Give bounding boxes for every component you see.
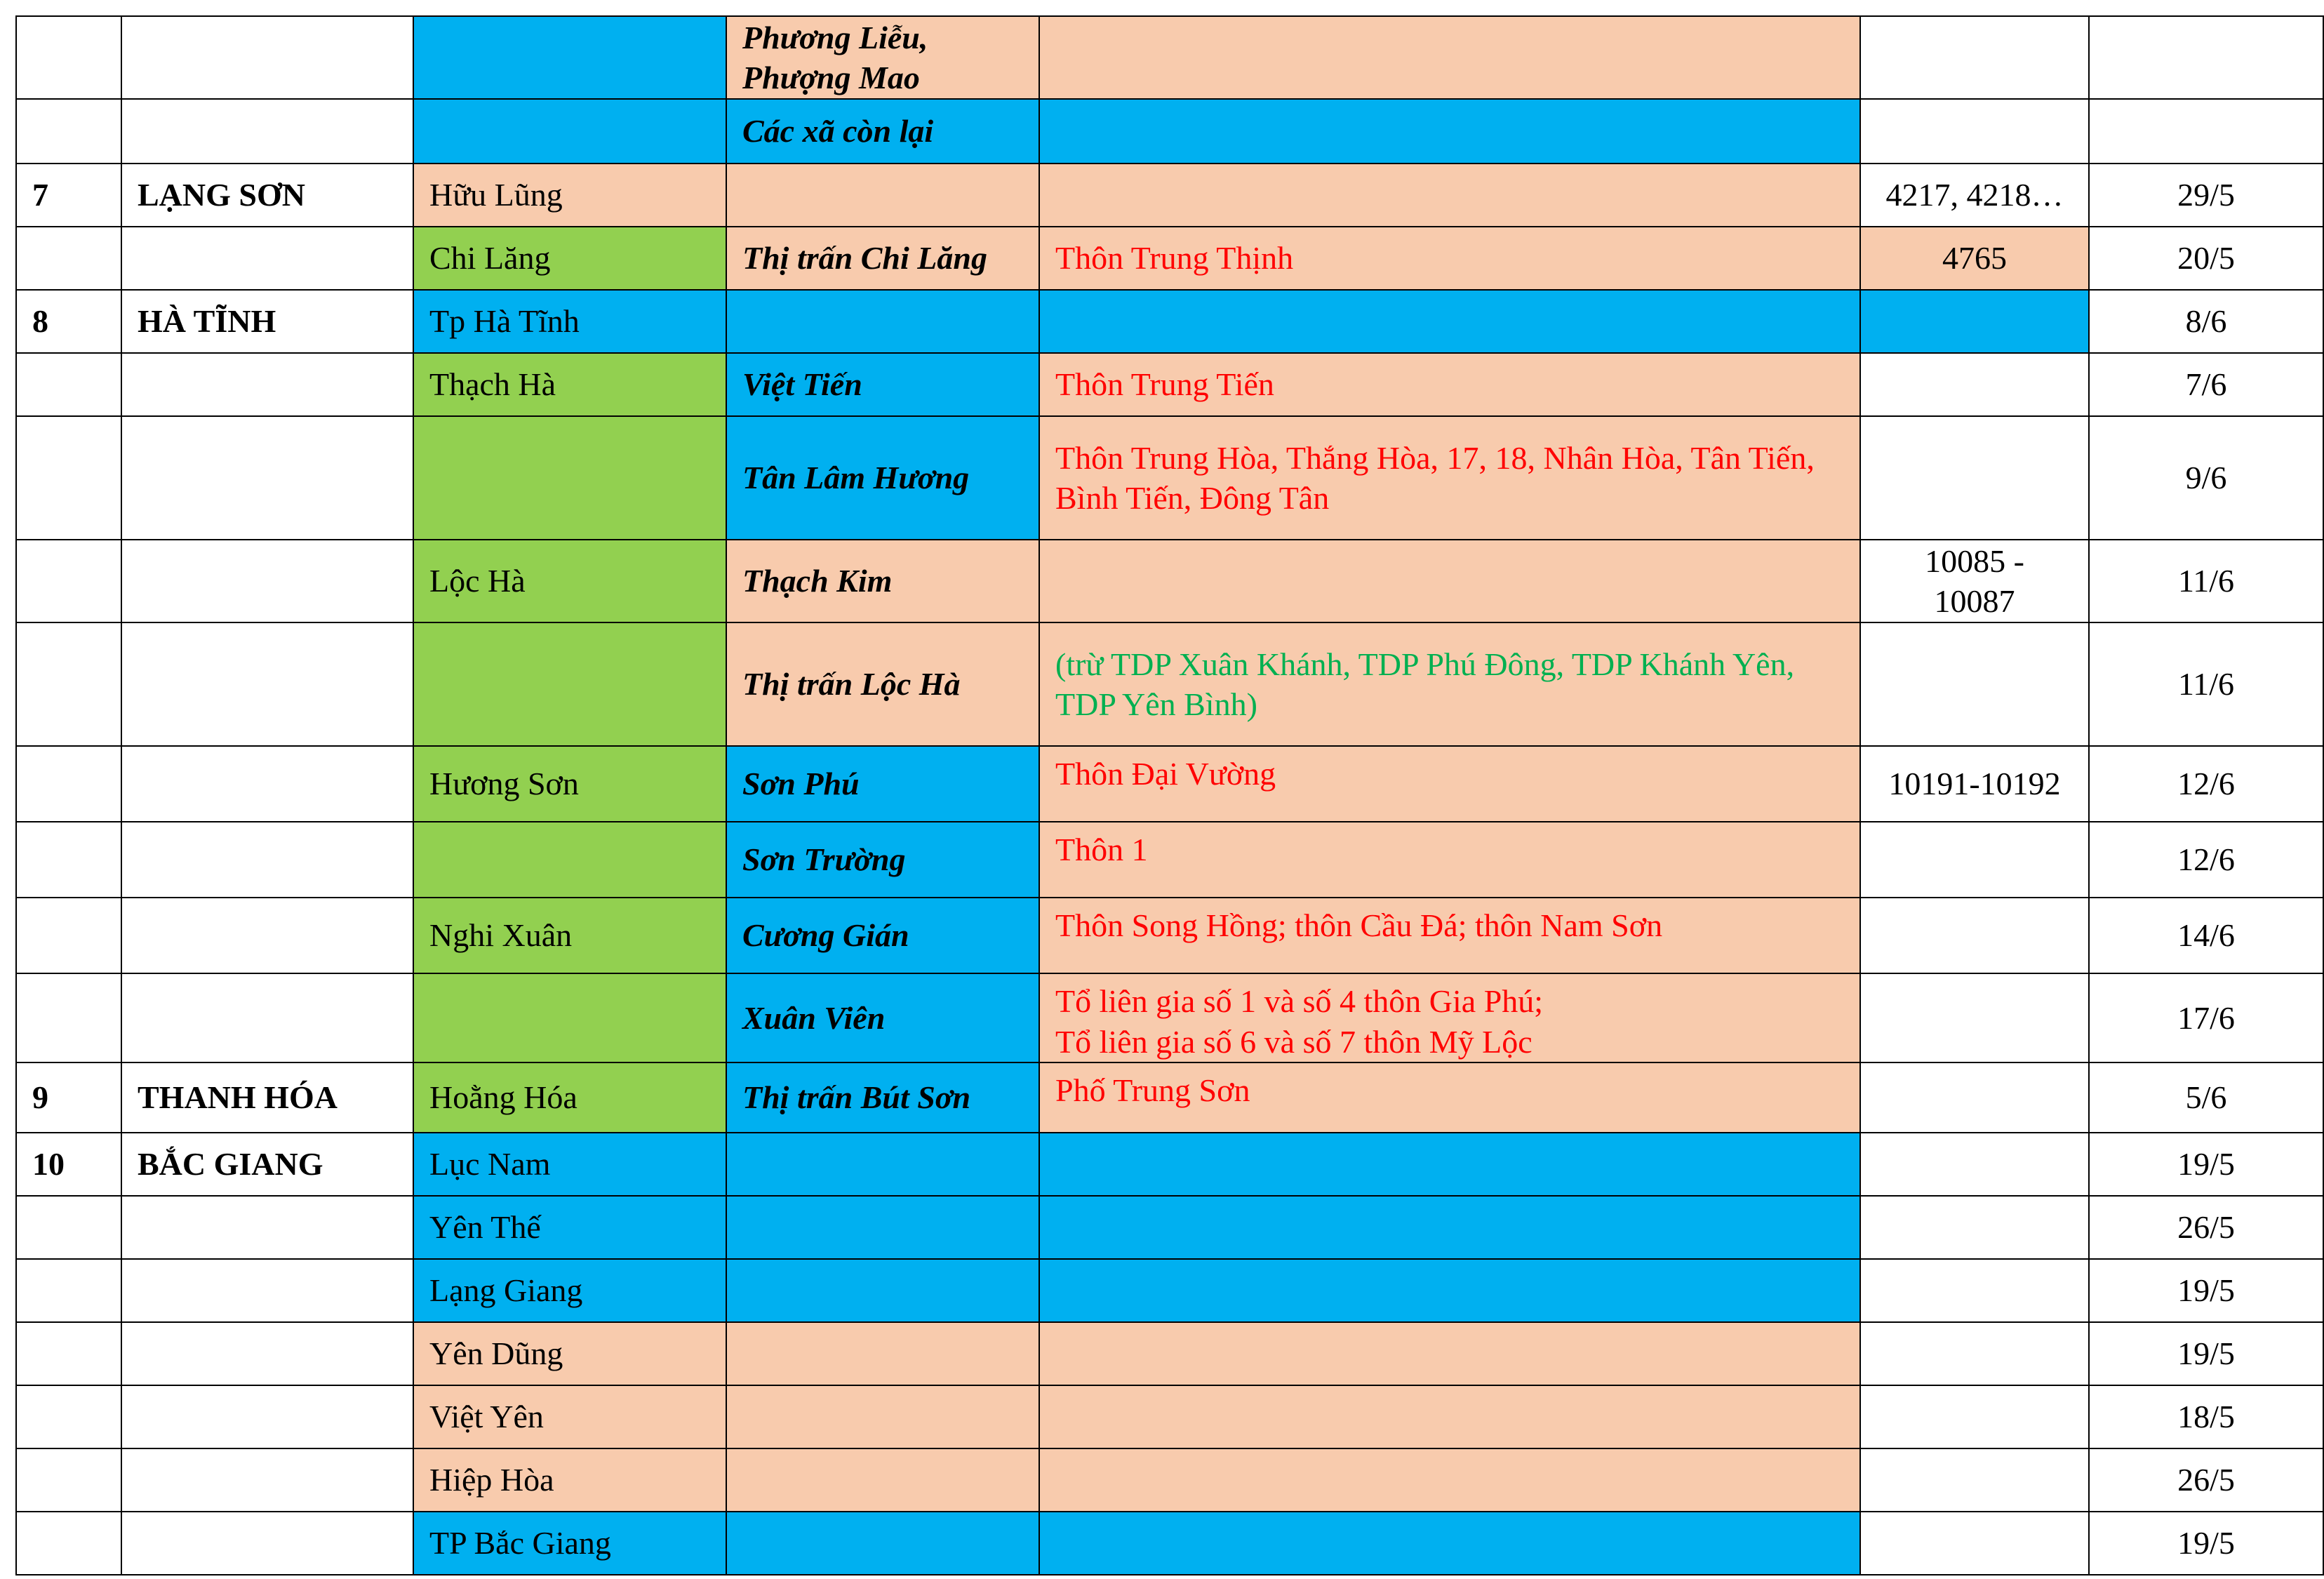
cell-district: Yên Dũng	[413, 1322, 726, 1385]
cell-province: LẠNG SƠN	[121, 164, 413, 227]
cell-no	[16, 622, 121, 746]
cell-district: Tp Hà Tĩnh	[413, 290, 726, 353]
cell-district	[413, 822, 726, 898]
cell-ward: Thị trấn Lộc Hà	[726, 622, 1039, 746]
cell-no	[16, 99, 121, 164]
cell-note	[1039, 16, 1860, 99]
table-row	[16, 1448, 2323, 1512]
table-row	[16, 99, 2323, 164]
cell-ward	[726, 164, 1039, 227]
cell-date: 29/5	[2089, 164, 2323, 227]
cell-ward	[726, 1448, 1039, 1512]
cell-no	[16, 16, 121, 99]
cell-ward	[726, 1512, 1039, 1575]
table-row	[16, 898, 2323, 973]
cell-no	[16, 973, 121, 1062]
cell-note	[1039, 1385, 1860, 1448]
cell-district: Thạch Hà	[413, 353, 726, 416]
cell-no	[16, 1259, 121, 1322]
table-row	[16, 416, 2323, 540]
cell-date: 12/6	[2089, 822, 2323, 898]
cell-no	[16, 898, 121, 973]
cell-no	[16, 540, 121, 622]
table-row	[16, 1385, 2323, 1448]
cell-no	[16, 746, 121, 822]
cell-district: Việt Yên	[413, 1385, 726, 1448]
cell-code	[1860, 353, 2089, 416]
cell-code	[1860, 290, 2089, 353]
cell-date: 19/5	[2089, 1512, 2323, 1575]
cell-province	[121, 973, 413, 1062]
cell-note	[1039, 540, 1860, 622]
cell-district	[413, 16, 726, 99]
table-row	[16, 1322, 2323, 1385]
cell-no	[16, 1385, 121, 1448]
cell-province	[121, 416, 413, 540]
cell-date: 20/5	[2089, 227, 2323, 290]
cell-no: 10	[16, 1133, 121, 1196]
cell-no	[16, 1448, 121, 1512]
cell-ward: Tân Lâm Hương	[726, 416, 1039, 540]
cell-district: Lộc Hà	[413, 540, 726, 622]
table-row	[16, 746, 2323, 822]
cell-province	[121, 1512, 413, 1575]
cell-date: 17/6	[2089, 973, 2323, 1062]
cell-district	[413, 99, 726, 164]
cell-code	[1860, 1259, 2089, 1322]
cell-district: Hiệp Hòa	[413, 1448, 726, 1512]
cell-date: 14/6	[2089, 898, 2323, 973]
cell-no	[16, 416, 121, 540]
cell-district: Hữu Lũng	[413, 164, 726, 227]
cell-date	[2089, 16, 2323, 99]
cell-no	[16, 1512, 121, 1575]
cell-date: 18/5	[2089, 1385, 2323, 1448]
cell-no: 9	[16, 1062, 121, 1133]
cell-date: 26/5	[2089, 1196, 2323, 1259]
cell-no	[16, 1322, 121, 1385]
cell-code	[1860, 1512, 2089, 1575]
cell-province	[121, 1448, 413, 1512]
table-row	[16, 622, 2323, 746]
cell-date: 19/5	[2089, 1259, 2323, 1322]
cell-no	[16, 1196, 121, 1259]
cell-note: (trừ TDP Xuân Khánh, TDP Phú Đông, TDP Khánh Yên, TDP Yên Bình)	[1039, 622, 1860, 746]
cell-note: Thôn 1	[1039, 822, 1860, 898]
cell-date: 11/6	[2089, 540, 2323, 622]
cell-district	[413, 973, 726, 1062]
cell-code	[1860, 973, 2089, 1062]
cell-ward	[726, 1133, 1039, 1196]
cell-province	[121, 622, 413, 746]
cell-code: 10191-10192	[1860, 746, 2089, 822]
cell-note	[1039, 290, 1860, 353]
cell-ward: Sơn Trường	[726, 822, 1039, 898]
table-row	[16, 1133, 2323, 1196]
table-row	[16, 973, 2323, 1062]
cell-date: 8/6	[2089, 290, 2323, 353]
cell-ward	[726, 1385, 1039, 1448]
cell-date: 7/6	[2089, 353, 2323, 416]
cell-code	[1860, 16, 2089, 99]
cell-no	[16, 227, 121, 290]
cell-code	[1860, 1196, 2089, 1259]
table-row	[16, 16, 2323, 99]
table-row	[16, 164, 2323, 227]
cell-province	[121, 1196, 413, 1259]
table-row	[16, 540, 2323, 622]
cell-ward	[726, 290, 1039, 353]
cell-district	[413, 416, 726, 540]
cell-code	[1860, 1385, 2089, 1448]
cell-ward: Cương Gián	[726, 898, 1039, 973]
cell-note	[1039, 164, 1860, 227]
cell-ward: Thạch Kim	[726, 540, 1039, 622]
table-row	[16, 1512, 2323, 1575]
cell-note	[1039, 1259, 1860, 1322]
table-row	[16, 1196, 2323, 1259]
cell-no	[16, 822, 121, 898]
cell-no: 7	[16, 164, 121, 227]
cell-note: Thôn Trung Tiến	[1039, 353, 1860, 416]
cell-province	[121, 1259, 413, 1322]
cell-code	[1860, 1322, 2089, 1385]
cell-code	[1860, 99, 2089, 164]
table-row	[16, 822, 2323, 898]
cell-date: 12/6	[2089, 746, 2323, 822]
cell-ward: Việt Tiến	[726, 353, 1039, 416]
cell-ward: Thị trấn Chi Lăng	[726, 227, 1039, 290]
cell-note	[1039, 99, 1860, 164]
cell-note	[1039, 1196, 1860, 1259]
cell-no	[16, 353, 121, 416]
cell-ward: Thị trấn Bút Sơn	[726, 1062, 1039, 1133]
cell-note: Thôn Trung Thịnh	[1039, 227, 1860, 290]
cell-ward: Xuân Viên	[726, 973, 1039, 1062]
cell-date: 11/6	[2089, 622, 2323, 746]
cell-note: Thôn Trung Hòa, Thắng Hòa, 17, 18, Nhân Hòa, Tân Tiến, Bình Tiến, Đông Tân	[1039, 416, 1860, 540]
cell-date: 9/6	[2089, 416, 2323, 540]
cell-no: 8	[16, 290, 121, 353]
cell-province	[121, 227, 413, 290]
cell-province	[121, 822, 413, 898]
cell-code	[1860, 1448, 2089, 1512]
cell-code: 10085 - 10087	[1860, 540, 2089, 622]
cell-province	[121, 746, 413, 822]
cell-district: Hoằng Hóa	[413, 1062, 726, 1133]
cell-province: THANH HÓA	[121, 1062, 413, 1133]
cell-ward: Sơn Phú	[726, 746, 1039, 822]
cell-district: Nghi Xuân	[413, 898, 726, 973]
cell-province	[121, 16, 413, 99]
cell-ward	[726, 1196, 1039, 1259]
cell-date: 26/5	[2089, 1448, 2323, 1512]
cell-district: Lạng Giang	[413, 1259, 726, 1322]
cell-province	[121, 1322, 413, 1385]
cell-note: Phố Trung Sơn	[1039, 1062, 1860, 1133]
cell-district	[413, 622, 726, 746]
cell-district: Chi Lăng	[413, 227, 726, 290]
table-row	[16, 353, 2323, 416]
cell-ward: Các xã còn lại	[726, 99, 1039, 164]
cell-date: 19/5	[2089, 1133, 2323, 1196]
cell-note	[1039, 1133, 1860, 1196]
table-row	[16, 1259, 2323, 1322]
zone-table	[15, 15, 2324, 1575]
cell-province	[121, 540, 413, 622]
cell-ward	[726, 1322, 1039, 1385]
cell-province	[121, 353, 413, 416]
cell-code: 4217, 4218…	[1860, 164, 2089, 227]
cell-code	[1860, 898, 2089, 973]
cell-code	[1860, 622, 2089, 746]
cell-code	[1860, 822, 2089, 898]
cell-code: 4765	[1860, 227, 2089, 290]
cell-code	[1860, 1133, 2089, 1196]
cell-date: 19/5	[2089, 1322, 2323, 1385]
cell-code	[1860, 1062, 2089, 1133]
cell-date: 5/6	[2089, 1062, 2323, 1133]
cell-note	[1039, 1322, 1860, 1385]
table-row	[16, 227, 2323, 290]
cell-note: Thôn Song Hồng; thôn Cầu Đá; thôn Nam Sơn	[1039, 898, 1860, 973]
cell-district: Lục Nam	[413, 1133, 726, 1196]
cell-date	[2089, 99, 2323, 164]
cell-note: Thôn Đại Vường	[1039, 746, 1860, 822]
table-row	[16, 290, 2323, 353]
cell-note	[1039, 1512, 1860, 1575]
table-row	[16, 1062, 2323, 1133]
cell-province: HÀ TĨNH	[121, 290, 413, 353]
cell-province	[121, 99, 413, 164]
cell-district: Yên Thế	[413, 1196, 726, 1259]
cell-ward: Phương Liễu, Phượng Mao	[726, 16, 1039, 99]
cell-province: BẮC GIANG	[121, 1133, 413, 1196]
cell-code	[1860, 416, 2089, 540]
cell-district: Hương Sơn	[413, 746, 726, 822]
table-body	[16, 16, 2323, 1575]
cell-district: TP Bắc Giang	[413, 1512, 726, 1575]
cell-province	[121, 1385, 413, 1448]
cell-note: Tổ liên gia số 1 và số 4 thôn Gia Phú; Tổ liên gia số 6 và số 7 thôn Mỹ Lộc	[1039, 973, 1860, 1062]
cell-ward	[726, 1259, 1039, 1322]
cell-province	[121, 898, 413, 973]
cell-note	[1039, 1448, 1860, 1512]
